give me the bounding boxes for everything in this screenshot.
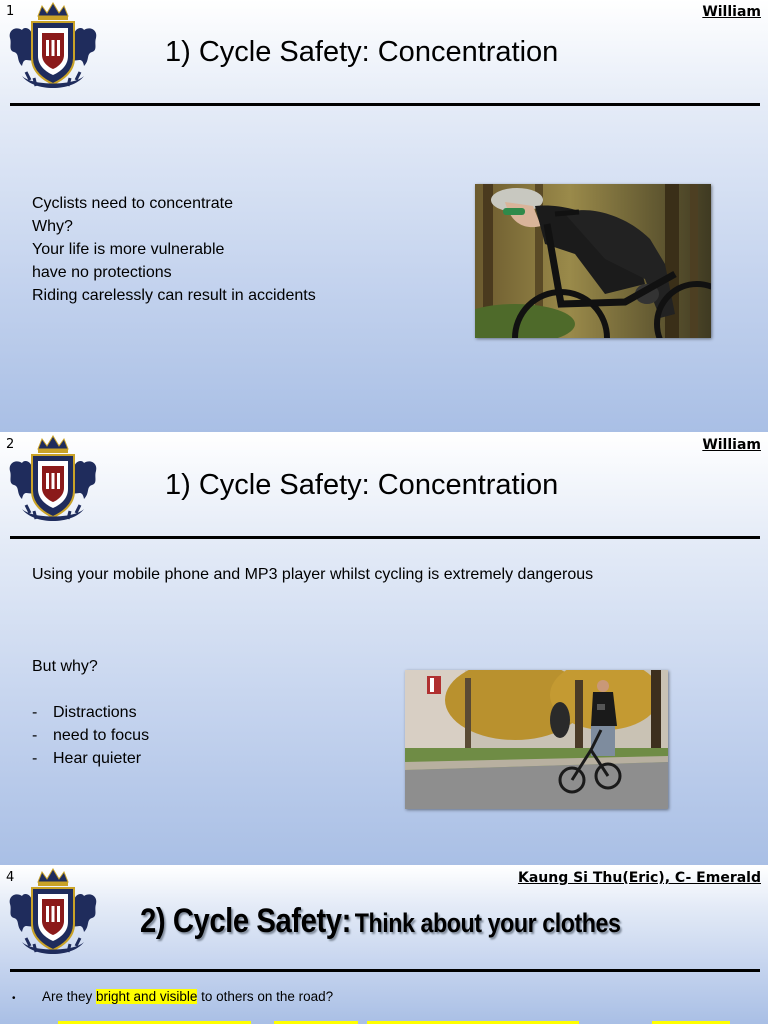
- bullet-marker: -: [32, 727, 38, 744]
- bullet-text-before: Are they: [42, 989, 97, 1004]
- slide-2: [0, 433, 768, 865]
- body-line: Your life is more vulnerable: [32, 241, 225, 258]
- list-item: [32, 701, 149, 724]
- bullet-marker: -: [32, 750, 38, 767]
- title-sub: Think about your clothes: [354, 908, 621, 938]
- school-crest-logo: [4, 866, 102, 964]
- slide-number: 2: [6, 437, 15, 452]
- slide-title: 1) Cycle Safety: Concentration: [165, 469, 559, 501]
- slide-author: William: [702, 437, 761, 453]
- body-line: Cyclists need to concentrate: [32, 195, 233, 212]
- bullet-marker: •: [12, 993, 16, 1004]
- title-divider: [10, 536, 760, 539]
- list-item: [12, 989, 333, 1004]
- mountain-biker-photo: [475, 184, 711, 338]
- bullet-list: [32, 701, 149, 770]
- body-line: Riding carelessly can result in accidents: [32, 287, 316, 304]
- slide-author: Kaung Si Thu(Eric), C- Emerald: [517, 870, 761, 886]
- bullet-text: Distractions: [53, 704, 137, 721]
- school-crest-logo: [4, 0, 102, 98]
- slide-number: 1: [6, 4, 15, 19]
- slide-question: But why?: [32, 658, 98, 675]
- slide-1: [0, 0, 768, 432]
- list-item: [32, 724, 149, 747]
- bullet-text-after: to others on the road?: [197, 989, 334, 1004]
- title-main: 2) Cycle Safety:: [140, 902, 351, 940]
- cyclist-on-phone-photo: [405, 670, 668, 809]
- bullet-text: Hear quieter: [53, 750, 142, 767]
- slide-intro: Using your mobile phone and MP3 player whilst cycling is extremely dangerous: [32, 566, 594, 583]
- bullet-marker: -: [32, 704, 38, 721]
- slide-title: [140, 902, 620, 941]
- slide-number: 4: [6, 870, 15, 885]
- title-divider: [10, 103, 760, 106]
- bullet-text: need to focus: [53, 727, 150, 744]
- slide-author: William: [702, 4, 761, 20]
- title-divider: [10, 969, 760, 972]
- slide-title: 1) Cycle Safety: Concentration: [165, 36, 559, 68]
- slide-body: [32, 192, 316, 307]
- highlighted-text: bright and visible: [96, 989, 198, 1004]
- school-crest-logo: [4, 433, 102, 531]
- body-line: have no protections: [32, 264, 172, 281]
- slide-4: [0, 866, 768, 1024]
- list-item: [32, 747, 149, 770]
- body-line: Why?: [32, 218, 73, 235]
